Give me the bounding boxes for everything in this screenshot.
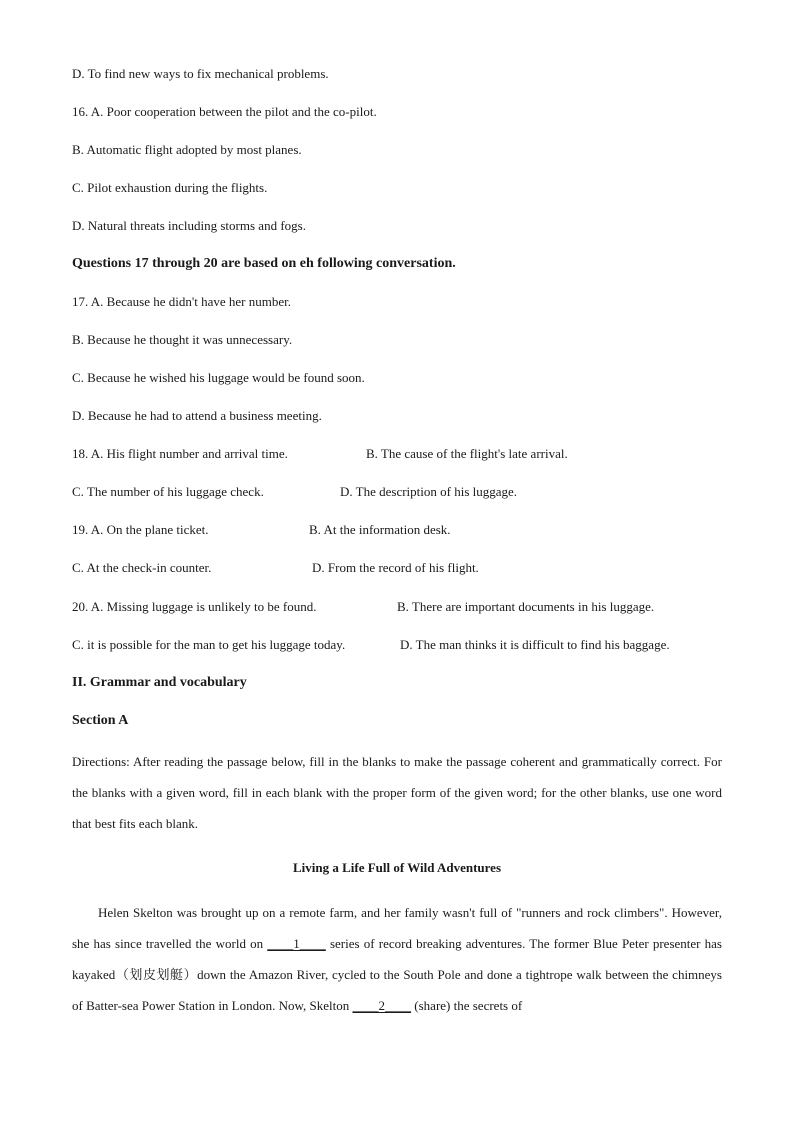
q17-option-b: B. Because he thought it was unnecessary. — [72, 332, 293, 347]
section-a-heading: Section A — [72, 713, 129, 728]
q16-option-d: D. Natural threats including storms and fogs. — [72, 218, 306, 233]
conversation-heading: Questions 17 through 20 are based on eh following conversation. — [72, 256, 456, 271]
blank-1: ____1____ — [267, 936, 326, 951]
q17-option-d: D. Because he had to attend a business meeting. — [72, 408, 322, 423]
q18-option-c: C. The number of his luggage check. — [72, 484, 264, 499]
q19-option-b: B. At the information desk. — [309, 522, 451, 537]
passage-text-3: (share) the secrets of — [411, 998, 523, 1013]
q19-option-d: D. From the record of his flight. — [312, 560, 479, 575]
q16-option-a: 16. A. Poor cooperation between the pilot and the co-pilot. — [72, 104, 377, 119]
q17-option-a: 17. A. Because he didn't have her number. — [72, 294, 291, 309]
q17-option-c: C. Because he wished his luggage would be found soon. — [72, 370, 365, 385]
q15-option-d: D. To find new ways to fix mechanical problems. — [72, 66, 329, 81]
directions-paragraph: Directions: After reading the passage below, fill in the blanks to make the passage coherent and grammatically correct. For the blanks with a given word, fill in each blank with the proper form of the given word; for the other blanks, use one word that best fits each blank. — [72, 754, 722, 831]
passage-text-1: Helen Skelton was brought up on a remote farm, and her family wasn't full of "runners and rock climbers". However, she has since travelled the world on — [72, 905, 722, 951]
passage-title: Living a Life Full of Wild Adventures — [292, 860, 502, 875]
q20-option-d: D. The man thinks it is difficult to find his baggage. — [400, 637, 670, 652]
blank-2: ____2____ — [352, 998, 412, 1013]
q19-option-a: 19. A. On the plane ticket. — [72, 522, 209, 537]
passage-text-2: series of record breaking adventures. The former Blue Peter presenter has kayaked（划皮划艇）down the Amazon River, cycled to the South Pole and done a tightrope walk between the chimneys of Batter-sea Power Station in London. Now, Skelton — [72, 936, 722, 1013]
q20-option-a: 20. A. Missing luggage is unlikely to be found. — [72, 599, 317, 614]
q19-option-c: C. At the check-in counter. — [72, 560, 212, 575]
q18-option-b: B. The cause of the flight's late arrival. — [366, 446, 568, 461]
q20-option-c: C. it is possible for the man to get his luggage today. — [72, 637, 346, 652]
q20-option-b: B. There are important documents in his luggage. — [397, 599, 655, 614]
q18-option-d: D. The description of his luggage. — [340, 484, 518, 499]
q18-option-a: 18. A. His flight number and arrival time. — [72, 446, 288, 461]
passage-paragraph — [72, 897, 722, 1021]
q16-option-c: C. Pilot exhaustion during the flights. — [72, 180, 268, 195]
part2-heading: II. Grammar and vocabulary — [72, 675, 247, 690]
q16-option-b: B. Automatic flight adopted by most planes. — [72, 142, 302, 157]
